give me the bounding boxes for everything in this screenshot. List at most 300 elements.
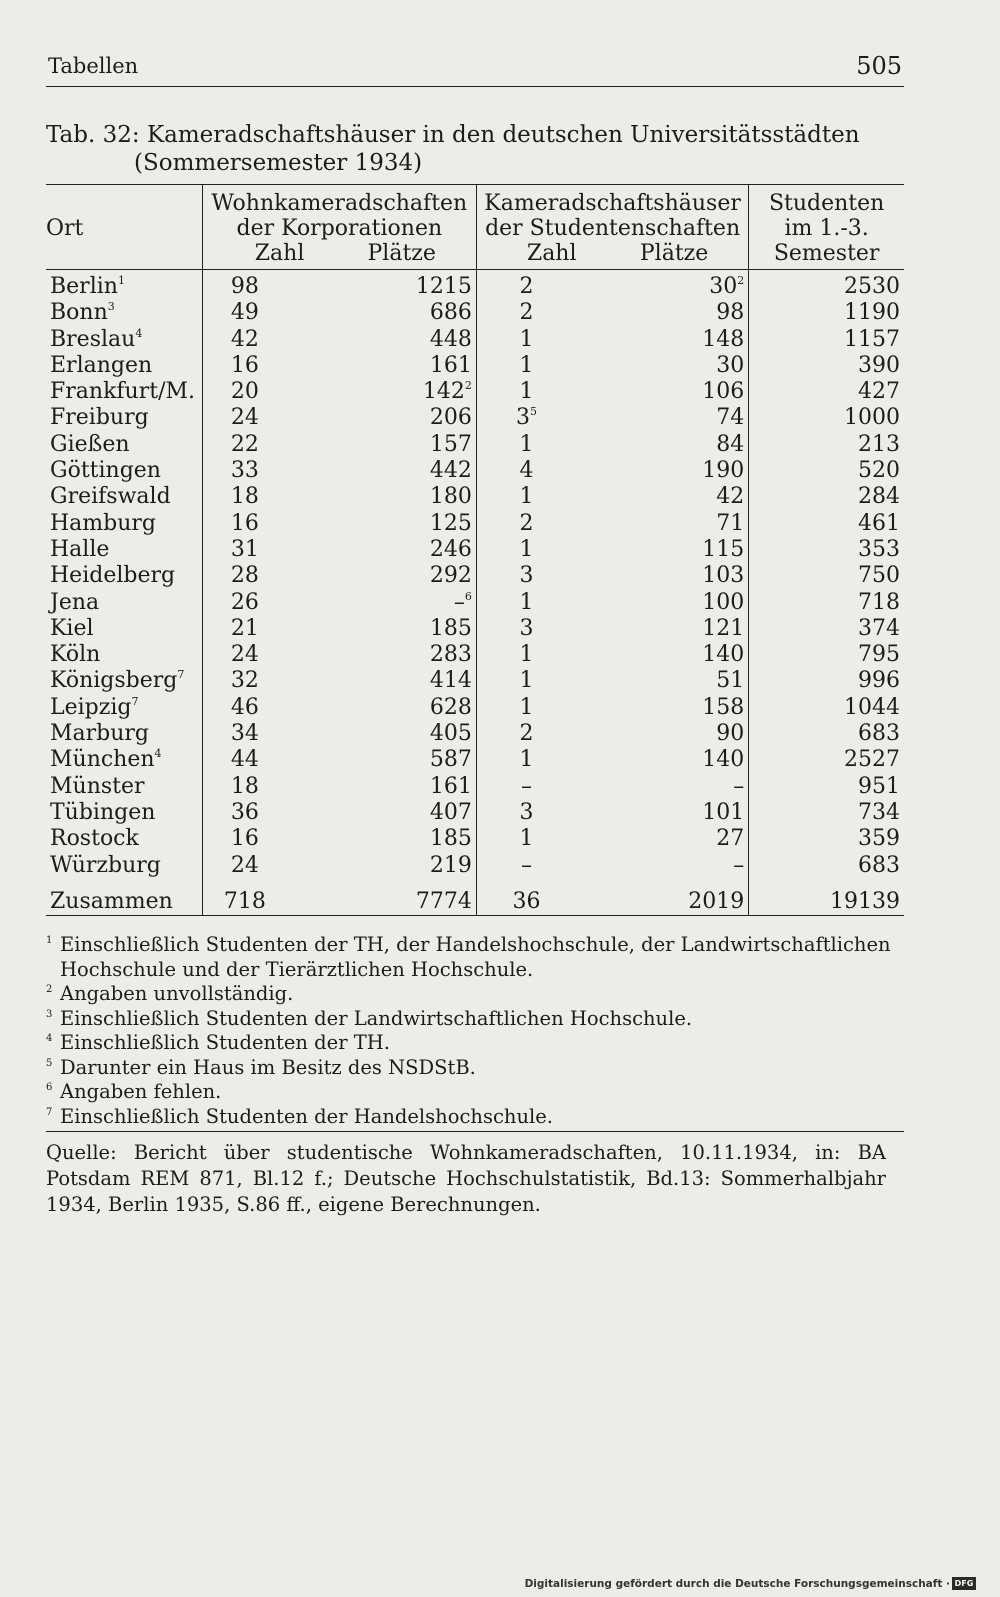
- cell-plaetze-korp: [287, 458, 476, 484]
- cell-zahl-stud: [476, 405, 576, 431]
- cell-plaetze-korp: [287, 563, 476, 589]
- cell-plaetze-stud: [576, 458, 749, 484]
- cell-zahl-korp-value: 32: [230, 668, 259, 694]
- cell-zahl-stud: [476, 616, 576, 642]
- cell-zahl-stud: [476, 721, 576, 747]
- cell-zahl-korp: [202, 353, 287, 379]
- cell-zahl-korp-value: 34: [230, 721, 259, 747]
- cell-zahl-stud-value: 36: [512, 888, 541, 914]
- cell-plaetze-stud: [576, 432, 749, 458]
- cell-studenten-value: 1044: [844, 694, 900, 720]
- cell-plaetze-korp: [287, 616, 476, 642]
- cell-zahl-stud: [476, 270, 576, 301]
- cell-plaetze-stud: [576, 695, 749, 721]
- cell-zahl-stud-value: 1: [519, 484, 534, 510]
- group2-line2: der Studentenschaften: [485, 216, 741, 241]
- cell-ort-value: Jena: [50, 589, 100, 615]
- group1-sub-zahl: Zahl: [254, 241, 305, 266]
- cell-plaetze-korp: [287, 800, 476, 826]
- cell-zahl-korp-value: 16: [230, 826, 259, 852]
- footnote-mark: 4: [46, 1033, 53, 1044]
- cell-zahl-korp-value: 28: [230, 563, 259, 589]
- cell-zahl-korp-value: 42: [230, 326, 259, 352]
- cell-studenten-value: 359: [858, 826, 900, 852]
- footnote-ref: 1: [117, 274, 125, 287]
- cell-ort-value: Breslau: [50, 326, 136, 352]
- footnote-mark: 2: [46, 984, 53, 995]
- cell-plaetze-stud: [576, 774, 749, 800]
- table-caption: [46, 121, 906, 177]
- cell-plaetze-korp-value: 1215: [415, 274, 472, 299]
- cell-plaetze-korp: [287, 484, 476, 510]
- cell-plaetze-stud-value: –: [733, 773, 745, 799]
- cell-ort: [46, 590, 202, 616]
- cell-zahl-stud-value: 3: [519, 799, 534, 825]
- source-note: Quelle: Bericht über studentische Wohnkameradschaften, 10.11.1934, in: BA Potsdam REM 871, Bl.12 f.; Deutsche Hochschulstatistik, Bd.13: Sommerhalbjahr 1934, Berlin 1935, S.86 ff., eigene Berechnungen.: [46, 1141, 886, 1216]
- table-row: [46, 563, 904, 589]
- cell-plaetze-korp: [287, 695, 476, 721]
- cell-plaetze-stud: [576, 563, 749, 589]
- cell-zahl-stud-value: 1: [519, 352, 534, 378]
- cell-studenten-value: 374: [858, 615, 900, 641]
- cell-zahl-korp-value: 36: [230, 799, 259, 825]
- cell-plaetze-korp: [287, 590, 476, 616]
- cell-zahl-korp: [202, 537, 287, 563]
- cell-zahl-stud: [476, 774, 576, 800]
- cell-zahl-stud: [476, 458, 576, 484]
- cell-studenten-value: 353: [858, 536, 900, 562]
- cell-zahl-stud-value: 1: [519, 379, 534, 405]
- cell-zahl-stud: [476, 800, 576, 826]
- cell-plaetze-korp-value: 587: [429, 747, 472, 773]
- cell-plaetze-korp: [287, 405, 476, 431]
- cell-plaetze-stud: [576, 668, 749, 694]
- cell-zahl-korp: [202, 458, 287, 484]
- cell-plaetze-korp-value: 407: [429, 799, 472, 825]
- cell-plaetze-korp: [287, 668, 476, 694]
- cell-zahl-korp-value: 18: [230, 773, 259, 799]
- cell-zahl-korp: [202, 432, 287, 458]
- cell-studenten: [749, 537, 904, 563]
- cell-plaetze-korp: [287, 747, 476, 773]
- cell-zahl-stud-value: 4: [519, 458, 534, 484]
- cell-plaetze-stud: [576, 590, 749, 616]
- cell-plaetze-stud-value: 158: [702, 694, 745, 720]
- cell-zahl-korp: [202, 405, 287, 431]
- cell-zahl-stud-value: –: [521, 852, 533, 878]
- cell-zahl-korp-value: 16: [230, 510, 259, 536]
- cell-studenten-value: 427: [858, 379, 900, 405]
- cell-zahl-stud-value: –: [521, 773, 533, 799]
- digitization-note: Digitalisierung gefördert durch die Deutsche Forschungsgemeinschaft ·: [524, 1578, 950, 1590]
- group3-line1: Studenten: [768, 191, 885, 216]
- cell-zahl-stud: [476, 695, 576, 721]
- col-header-ort: Ort: [46, 216, 84, 241]
- cell-plaetze-korp: [287, 353, 476, 379]
- cell-plaetze-korp: [287, 270, 476, 301]
- cell-plaetze-korp-value: 292: [429, 563, 472, 589]
- cell-zahl-korp-value: 24: [230, 405, 259, 431]
- cell-ort: [46, 853, 202, 879]
- footnote-ref: 7: [177, 668, 185, 682]
- table-row: [46, 721, 904, 747]
- cell-zahl-korp: [202, 774, 287, 800]
- cell-ort-value: Kiel: [50, 615, 94, 641]
- table-row: [46, 270, 904, 301]
- cell-ort: [46, 879, 202, 916]
- cell-zahl-korp-value: 44: [230, 747, 259, 773]
- cell-plaetze-korp-value: 180: [429, 484, 472, 510]
- cell-ort: [46, 270, 202, 301]
- cell-plaetze-stud-value: 71: [716, 510, 745, 536]
- cell-zahl-stud: [476, 747, 576, 773]
- cell-plaetze-stud: [576, 270, 749, 301]
- cell-zahl-stud-value: 2: [519, 510, 534, 536]
- cell-plaetze-stud-value: 190: [702, 458, 745, 484]
- cell-zahl-stud: [476, 590, 576, 616]
- group2-sub-plaetze: Plätze: [639, 241, 709, 266]
- cell-zahl-korp: [202, 511, 287, 537]
- cell-zahl-korp-value: 20: [230, 379, 259, 405]
- cell-plaetze-korp: [287, 853, 476, 879]
- table-row: [46, 405, 904, 431]
- footnote-text: Einschließlich Studenten der Landwirtschaftlichen Hochschule.: [60, 1006, 693, 1030]
- group2-sub-zahl: Zahl: [526, 241, 577, 266]
- cell-studenten-value: 1000: [844, 405, 900, 431]
- cell-zahl-korp-value: 24: [230, 852, 259, 878]
- cell-studenten: [749, 458, 904, 484]
- cell-zahl-korp: [202, 879, 287, 916]
- cell-plaetze-korp: [287, 379, 476, 405]
- cell-plaetze-stud-value: 103: [702, 563, 745, 589]
- col-header-kameradschaftshaeuser: [476, 185, 748, 270]
- cell-plaetze-korp-value: 161: [429, 352, 472, 378]
- cell-plaetze-korp: [287, 642, 476, 668]
- cell-plaetze-stud-value: 100: [702, 589, 745, 615]
- footnote-text: Einschließlich Studenten der TH, der Handelshochschule, der Landwirtschaftlichen Hochschule und der Tierärztlichen Hochschule.: [60, 933, 891, 981]
- cell-studenten: [749, 590, 904, 616]
- cell-zahl-stud: [476, 668, 576, 694]
- cell-zahl-korp: [202, 327, 287, 353]
- cell-plaetze-korp-value: 185: [429, 826, 472, 852]
- cell-ort-value: Zusammen: [50, 888, 173, 914]
- footnote-ref: 3: [107, 300, 115, 314]
- cell-plaetze-stud: [576, 721, 749, 747]
- table-row: [46, 432, 904, 458]
- cell-plaetze-korp-value: 246: [429, 536, 472, 562]
- cell-ort: [46, 327, 202, 353]
- cell-studenten: [749, 405, 904, 431]
- footnote: [46, 933, 906, 982]
- cell-zahl-stud: [476, 879, 576, 916]
- cell-plaetze-stud-value: 101: [702, 799, 745, 825]
- group3-line2: im 1.-3.: [784, 216, 869, 241]
- cell-zahl-korp: [202, 300, 287, 326]
- cell-zahl-korp-value: 49: [230, 300, 259, 326]
- footnote-text: Einschließlich Studenten der TH.: [60, 1031, 390, 1054]
- cell-ort-value: Münster: [50, 773, 145, 799]
- table-row: [46, 826, 904, 852]
- cell-studenten: [749, 879, 904, 916]
- cell-plaetze-korp-value: 7774: [415, 888, 472, 914]
- cell-plaetze-stud: [576, 511, 749, 537]
- cell-zahl-stud-value: 1: [519, 694, 534, 720]
- footnote-ref: 6: [464, 589, 472, 603]
- cell-plaetze-korp: [287, 537, 476, 563]
- cell-ort-value: Tübingen: [50, 799, 156, 825]
- page-header: [46, 52, 904, 87]
- cell-zahl-stud-value: 1: [519, 326, 534, 352]
- cell-zahl-stud: [476, 853, 576, 879]
- cell-zahl-korp-value: 26: [230, 589, 259, 615]
- cell-plaetze-stud-value: 98: [716, 300, 745, 326]
- footnote-ref: 4: [135, 326, 143, 340]
- footnote-ref: 7: [131, 694, 139, 708]
- cell-studenten-value: 718: [858, 589, 900, 615]
- source-rule: [46, 1131, 904, 1132]
- cell-studenten: [749, 642, 904, 668]
- cell-plaetze-korp: [287, 826, 476, 852]
- cell-zahl-stud-value: 1: [519, 642, 534, 668]
- cell-studenten: [749, 774, 904, 800]
- cell-ort-value: Hamburg: [50, 510, 157, 536]
- table-row: [46, 853, 904, 879]
- cell-ort-value: Göttingen: [50, 458, 161, 484]
- table-row: [46, 511, 904, 537]
- table-row: [46, 774, 904, 800]
- cell-studenten-value: 734: [858, 799, 900, 825]
- table-row: [46, 484, 904, 510]
- footnote-text: Angaben unvollständig.: [60, 982, 294, 1005]
- cell-plaetze-stud-value: 84: [716, 431, 745, 457]
- cell-studenten: [749, 432, 904, 458]
- cell-plaetze-stud: [576, 642, 749, 668]
- cell-plaetze-stud: [576, 379, 749, 405]
- cell-ort-value: Berlin: [50, 274, 118, 299]
- cell-plaetze-stud-value: 74: [716, 405, 745, 431]
- cell-plaetze-korp-value: 157: [429, 431, 472, 457]
- footnote-mark: 1: [46, 935, 53, 946]
- cell-studenten: [749, 270, 904, 301]
- cell-zahl-korp: [202, 800, 287, 826]
- cell-zahl-stud: [476, 563, 576, 589]
- cell-zahl-korp: [202, 270, 287, 301]
- cell-plaetze-stud-value: –: [733, 852, 745, 878]
- table-head: [46, 185, 904, 270]
- group2-line1: Kameradschaftshäuser: [484, 191, 741, 216]
- cell-zahl-stud: [476, 642, 576, 668]
- cell-plaetze-stud: [576, 537, 749, 563]
- cell-zahl-korp: [202, 721, 287, 747]
- cell-zahl-korp: [202, 379, 287, 405]
- table-row: [46, 300, 904, 326]
- footnote: [46, 1031, 906, 1056]
- cell-zahl-stud-value: 1: [519, 668, 534, 694]
- cell-zahl-korp-value: 21: [230, 615, 259, 641]
- footnote-ref: 5: [530, 405, 538, 419]
- cell-studenten-value: 2527: [844, 747, 900, 773]
- footnote-mark: 3: [46, 1008, 53, 1020]
- table-body: [46, 270, 904, 916]
- cell-plaetze-korp-value: 161: [429, 773, 472, 799]
- cell-plaetze-stud: [576, 879, 749, 916]
- cell-ort-value: München: [50, 747, 155, 773]
- cell-plaetze-korp: [287, 879, 476, 916]
- cell-ort-value: Gießen: [50, 431, 130, 457]
- cell-studenten-value: 795: [858, 642, 900, 668]
- col-header-wohnkameradschaften: [202, 185, 476, 270]
- cell-plaetze-stud-value: 115: [702, 536, 745, 562]
- cell-studenten: [749, 695, 904, 721]
- cell-plaetze-korp-value: 283: [429, 642, 472, 668]
- cell-zahl-korp-value: 46: [230, 694, 259, 720]
- cell-studenten-value: 520: [858, 458, 900, 484]
- cell-studenten: [749, 721, 904, 747]
- footnote-text: Einschließlich Studenten der Handelshochschule.: [60, 1104, 553, 1128]
- cell-zahl-korp: [202, 747, 287, 773]
- cell-zahl-korp-value: 33: [230, 458, 259, 484]
- cell-ort: [46, 695, 202, 721]
- cell-zahl-stud-value: 2: [519, 274, 534, 299]
- cell-studenten-value: 951: [858, 773, 900, 799]
- cell-zahl-stud: [476, 353, 576, 379]
- cell-zahl-korp: [202, 826, 287, 852]
- cell-studenten: [749, 379, 904, 405]
- cell-plaetze-stud-value: 2019: [688, 888, 745, 914]
- cell-ort: [46, 774, 202, 800]
- cell-plaetze-korp-value: 142: [422, 379, 465, 405]
- cell-plaetze-stud-value: 30: [716, 352, 745, 378]
- footnote-mark: 7: [46, 1106, 53, 1118]
- cell-zahl-stud-value: 3: [516, 405, 531, 431]
- cell-ort-value: Marburg: [50, 721, 150, 747]
- cell-ort-value: Halle: [50, 536, 110, 562]
- cell-zahl-stud-value: 2: [519, 721, 534, 747]
- cell-zahl-korp: [202, 695, 287, 721]
- cell-studenten: [749, 484, 904, 510]
- page-number: 505: [856, 52, 902, 80]
- cell-plaetze-stud-value: 148: [702, 326, 745, 352]
- cell-studenten: [749, 353, 904, 379]
- cell-zahl-stud-value: 2: [519, 300, 534, 326]
- cell-studenten-value: 1157: [844, 326, 900, 352]
- group3-line3: Semester: [773, 241, 880, 266]
- footnote-text: Darunter ein Haus im Besitz des NSDStB.: [60, 1055, 476, 1079]
- cell-studenten-value: 2530: [844, 274, 900, 299]
- cell-zahl-stud-value: 1: [519, 826, 534, 852]
- cell-ort: [46, 616, 202, 642]
- cell-ort: [46, 721, 202, 747]
- cell-plaetze-stud: [576, 484, 749, 510]
- cell-plaetze-korp-value: 448: [429, 326, 472, 352]
- cell-zahl-korp: [202, 616, 287, 642]
- cell-ort-value: Leipzig: [50, 694, 132, 720]
- cell-ort-value: Rostock: [50, 826, 139, 852]
- table-row: [46, 616, 904, 642]
- cell-ort: [46, 484, 202, 510]
- cell-studenten-value: 213: [858, 431, 900, 457]
- cell-ort: [46, 826, 202, 852]
- cell-ort: [46, 405, 202, 431]
- cell-ort-value: Heidelberg: [50, 563, 176, 589]
- cell-zahl-stud: [476, 379, 576, 405]
- cell-plaetze-korp-value: 206: [429, 405, 472, 431]
- cell-ort: [46, 432, 202, 458]
- cell-zahl-korp-value: 718: [223, 888, 266, 914]
- group1-line1: Wohnkameradschaften: [211, 191, 468, 216]
- cell-ort-value: Köln: [50, 642, 101, 668]
- cell-zahl-korp: [202, 563, 287, 589]
- cell-studenten-value: 390: [858, 352, 900, 378]
- cell-plaetze-stud-value: 27: [716, 826, 745, 852]
- cell-zahl-korp: [202, 642, 287, 668]
- cell-ort-value: Freiburg: [50, 405, 149, 431]
- cell-plaetze-stud-value: 121: [702, 615, 745, 641]
- running-head: Tabellen: [48, 54, 139, 78]
- cell-studenten: [749, 563, 904, 589]
- cell-ort-value: Würzburg: [50, 852, 161, 878]
- cell-zahl-stud-value: 1: [519, 536, 534, 562]
- data-table: [46, 184, 904, 916]
- cell-plaetze-korp: [287, 511, 476, 537]
- col-header-studenten: [749, 185, 904, 270]
- cell-ort: [46, 379, 202, 405]
- table-row: [46, 668, 904, 694]
- caption-line-2: (Sommersemester 1934): [134, 150, 423, 176]
- cell-plaetze-stud: [576, 327, 749, 353]
- cell-plaetze-korp: [287, 432, 476, 458]
- cell-zahl-korp: [202, 668, 287, 694]
- cell-plaetze-korp-value: 686: [429, 300, 472, 326]
- cell-plaetze-stud: [576, 300, 749, 326]
- cell-plaetze-korp-value: 628: [429, 694, 472, 720]
- cell-plaetze-korp: [287, 774, 476, 800]
- cell-plaetze-korp-value: 185: [429, 615, 472, 641]
- cell-zahl-stud: [476, 484, 576, 510]
- cell-plaetze-stud: [576, 747, 749, 773]
- cell-zahl-stud: [476, 511, 576, 537]
- cell-zahl-stud-value: 3: [519, 563, 534, 589]
- cell-studenten: [749, 826, 904, 852]
- cell-studenten-value: 996: [858, 668, 900, 694]
- table-row: [46, 537, 904, 563]
- footnote: [46, 1056, 906, 1081]
- cell-ort: [46, 353, 202, 379]
- cell-studenten-value: 19139: [830, 888, 900, 914]
- footnote: [46, 982, 906, 1007]
- cell-plaetze-stud-value: 140: [702, 747, 745, 773]
- group1-line2: der Korporationen: [236, 216, 443, 241]
- table-row: [46, 353, 904, 379]
- cell-plaetze-stud-value: 90: [716, 721, 745, 747]
- cell-ort: [46, 563, 202, 589]
- cell-plaetze-stud: [576, 800, 749, 826]
- cell-ort-value: Königsberg: [50, 668, 178, 694]
- table-row: [46, 458, 904, 484]
- cell-plaetze-stud-value: 42: [716, 484, 745, 510]
- cell-ort-value: Bonn: [50, 300, 108, 326]
- cell-plaetze-korp-value: 442: [429, 458, 472, 484]
- footnote: [46, 1080, 906, 1105]
- footnote: [46, 1007, 906, 1032]
- cell-ort: [46, 537, 202, 563]
- cell-zahl-stud: [476, 826, 576, 852]
- cell-plaetze-korp-value: 219: [429, 852, 472, 878]
- cell-plaetze-korp: [287, 300, 476, 326]
- cell-plaetze-stud: [576, 826, 749, 852]
- cell-plaetze-stud-value: 106: [702, 379, 745, 405]
- cell-plaetze-stud-value: 51: [716, 668, 745, 694]
